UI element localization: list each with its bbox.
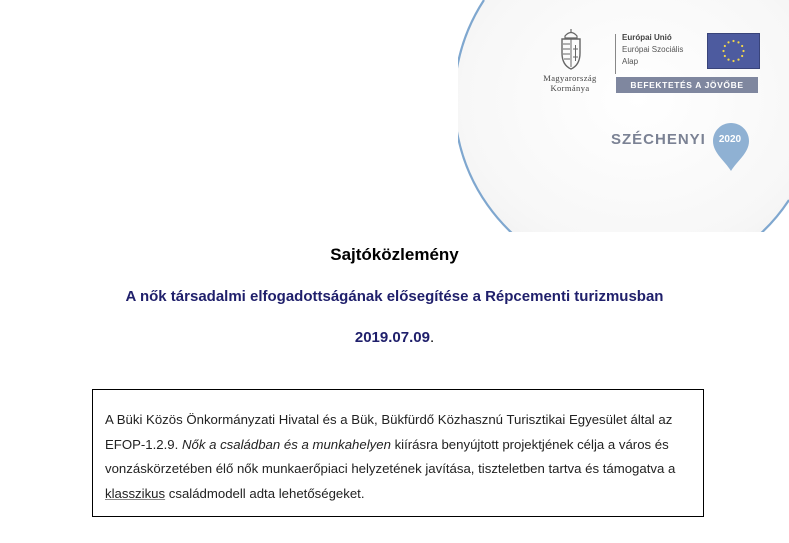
summary-part2: kiírásra benyújtott projektjének célja a város és vonzáskörzetében élő nők munkaerőpiaci helyzetének javítása, tiszteletben tartva és támogatva a [105, 436, 676, 476]
eu-star [727, 41, 729, 43]
summary-part1: A Büki Közös Önkormányzati Hivatal és a Bük, Bükfürdő Közhasznú Turisztikai Egyesület által az EFOP-1.2.9. [105, 412, 673, 452]
invest-slogan-banner: BEFEKTETÉS A JÖVŐBE [616, 77, 758, 93]
summary-paragraph [105, 408, 697, 506]
government-name-line1: Magyarország [543, 73, 597, 83]
eu-fund-line1: Európai Szociális [622, 45, 684, 54]
eu-flag-icon [707, 33, 760, 69]
eu-fund-line2: Alap [622, 57, 639, 66]
government-name-line2: Kormánya [550, 83, 590, 93]
document-date-line [0, 329, 789, 346]
date-trailing-period: . [429, 329, 435, 346]
summary-part3: családmodell adta lehetőségeket. [165, 485, 365, 501]
document-date: 2019.07.09 [354, 329, 430, 346]
szechenyi-pin-icon [711, 121, 751, 173]
summary-box [92, 389, 704, 517]
eu-star [732, 40, 734, 42]
eu-divider [615, 34, 616, 74]
szechenyi-logo-text: SZÉCHENYI [611, 131, 706, 148]
eu-star [737, 41, 739, 43]
eu-star [742, 50, 744, 52]
hungarian-coat-of-arms-icon [557, 27, 585, 71]
document-title: Sajtóközlemény [330, 245, 459, 264]
eu-star [724, 45, 726, 47]
eu-star [741, 55, 743, 57]
summary-italic-title: Nők a családban és a munkahelyen [181, 436, 391, 452]
eu-title: Európai Unió [622, 33, 672, 42]
eu-star [732, 60, 734, 62]
szechenyi-year: 2020 [718, 134, 742, 145]
document-subtitle: A nők társadalmi elfogadottságának elősegítése a Répcementi turizmusban [125, 288, 664, 305]
eu-star [737, 59, 739, 61]
eu-star [741, 45, 743, 47]
eu-star [727, 59, 729, 61]
eu-star [724, 55, 726, 57]
eu-star [722, 50, 724, 52]
summary-underlined-word: klasszikus [105, 485, 166, 501]
